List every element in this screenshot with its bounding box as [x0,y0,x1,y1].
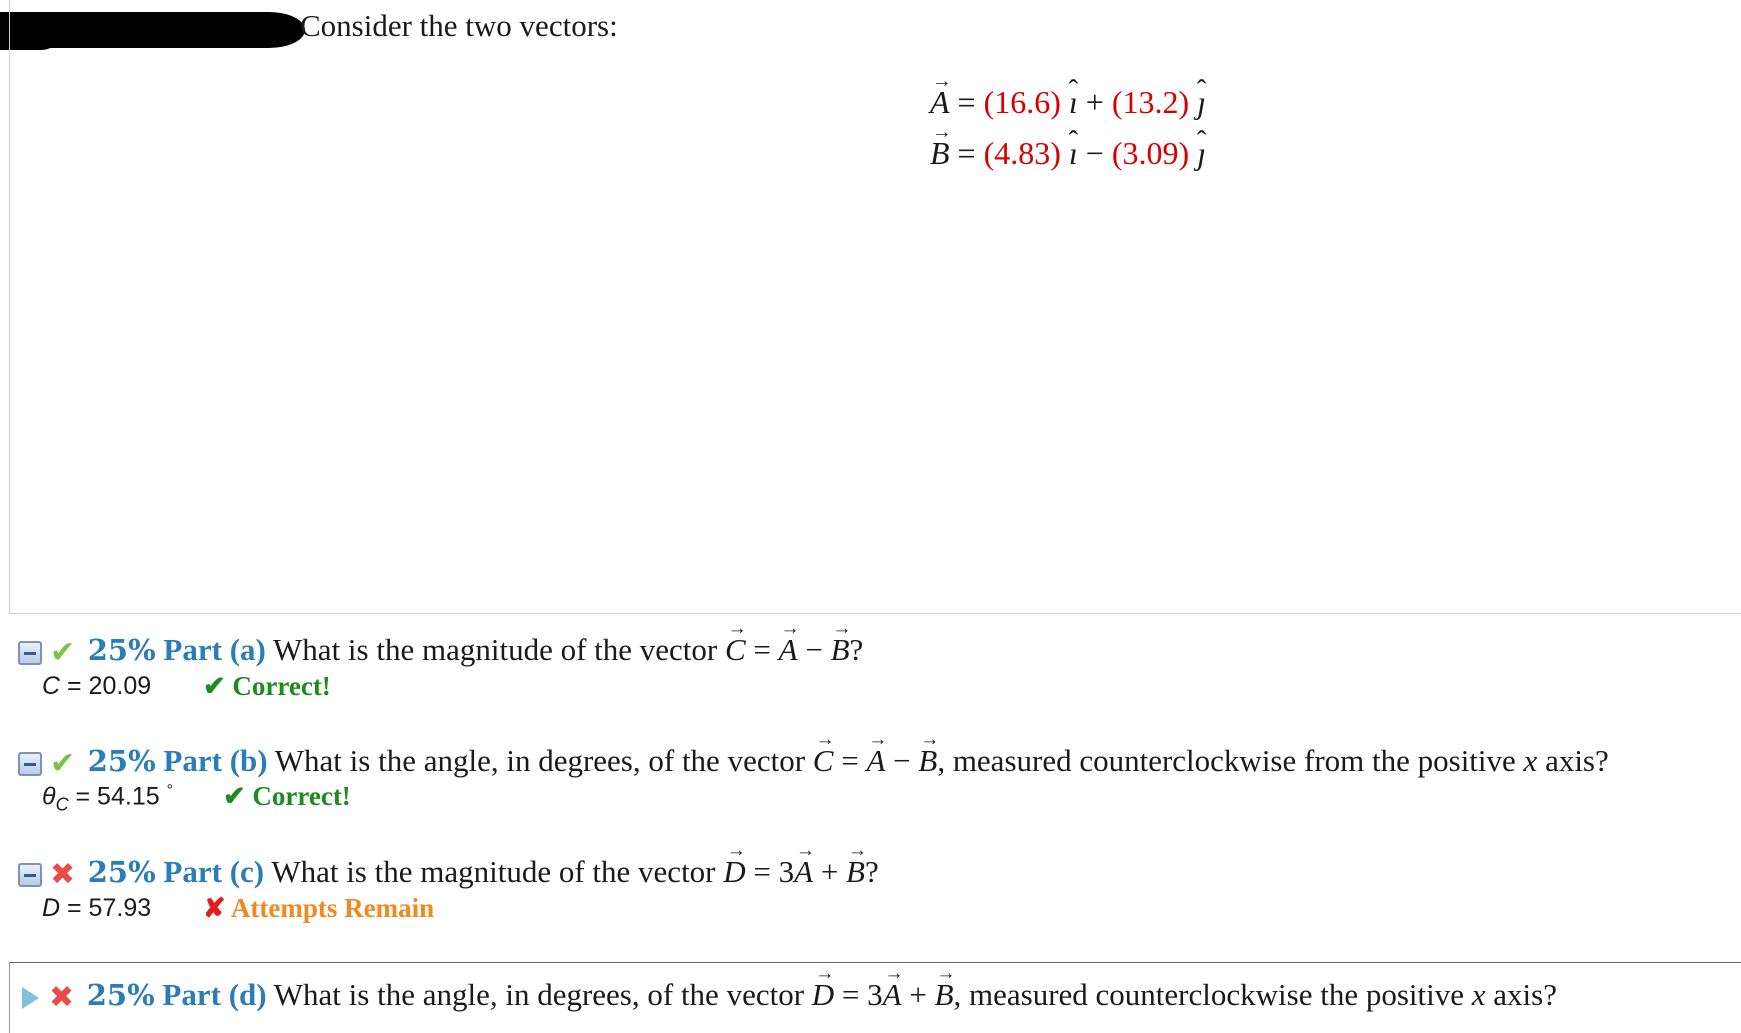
part-c-answer: D = 57.93 [42,894,152,922]
part-b-label: Part (b) [163,743,268,778]
part-d-header[interactable]: ✖ 25% Part (d) What is the angle, in degrees, of the vector → D = 3→ A + → B, measured counterclockwise the positive x axis? [18,977,1557,1015]
incorrect-icon: ✖ [50,858,76,892]
expand-arrow-icon[interactable] [22,987,39,1009]
part-c-status: ✘ Attempts Remain [203,893,435,923]
part-c-label: Part (c) [163,854,265,889]
part-b-question: What is the angle, in degrees, of the vector [274,743,806,778]
vector-b-symbol: → B [930,135,950,172]
vector-a-equation: → A = (16.6) ˆ ı + (13.2) ˆ ȷ [930,84,1206,121]
part-d-label: Part (d) [162,977,267,1012]
incorrect-icon: ✖ [49,981,75,1015]
part-b-answer: $\theta_C = 54.15$ ° [42,782,173,815]
vector-b-x: (4.83) [983,135,1061,171]
cross-icon: ✘ [203,893,226,923]
part-c-header[interactable]: ✖ 25% Part (c) What is the magnitude of the vector → D = 3→ A + → B? [18,854,879,892]
part-a-answer: C = 20.09 [42,672,152,700]
vector-a-symbol: → A [930,84,950,121]
collapse-icon[interactable] [18,863,42,887]
part-b-header[interactable]: ✔ 25% Part (b) What is the angle, in degrees, of the vector → C = → A − → B, measured counterclockwise from the positive x axis? [18,743,1609,781]
part-a-header[interactable]: ✔ 25% Part (a) What is the magnitude of the vector → C = → A − → B? [18,632,863,670]
part-a-question: What is the magnitude of the vector [273,632,718,667]
part-a-label: Part (a) [163,632,266,667]
checkmark-icon: ✔ [50,747,76,781]
vector-b-y: (3.09) [1111,135,1190,171]
checkmark-icon: ✔ [50,636,76,670]
part-c-question: What is the magnitude of the vector [271,854,716,889]
collapse-icon[interactable] [18,752,42,776]
part-d-question: What is the angle, in degrees, of the vector [273,977,805,1012]
problem-statement [9,0,1741,614]
vector-a-y: (13.2) [1111,84,1190,120]
part-a-status: ✔ Correct! [203,671,331,701]
vector-b-equation: → B = (4.83) ˆ ı − (3.09) ˆ ȷ [930,135,1206,172]
problem-intro: Consider the two vectors: [300,8,618,43]
part-b-status: ✔ Correct! [223,781,351,811]
collapse-icon[interactable] [18,641,42,665]
vector-a-x: (16.6) [983,84,1061,120]
